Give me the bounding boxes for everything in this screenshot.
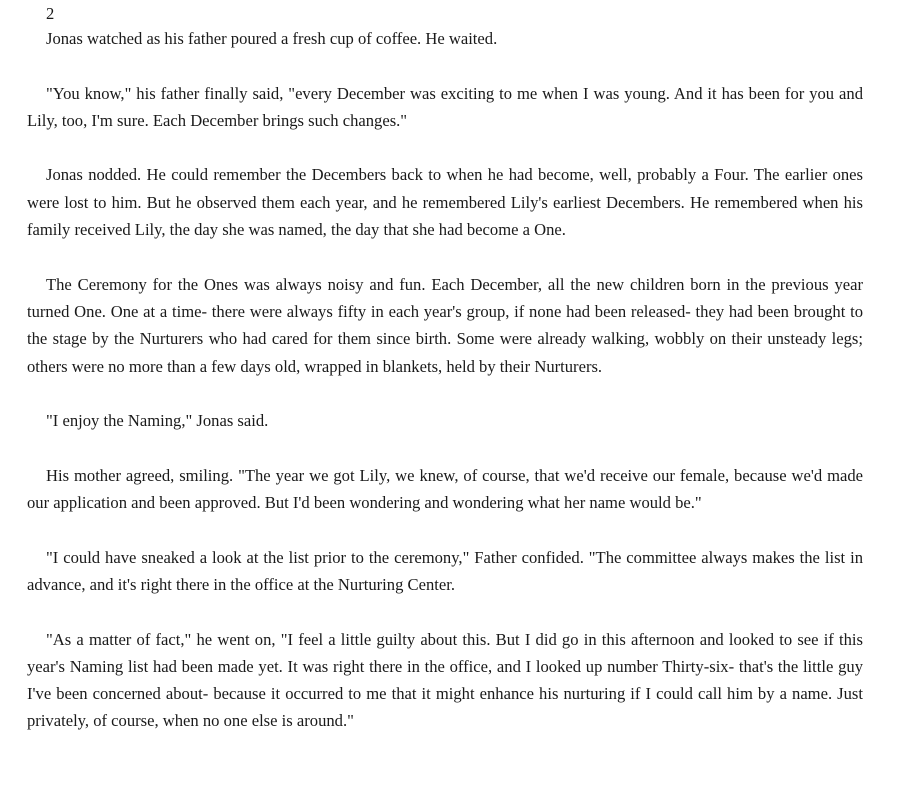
paragraph-2: "You know," his father finally said, "every December was exciting to me when I was young. And it has been for you and Lily, too, I'm sure. Each December brings such changes." xyxy=(27,83,863,130)
paragraph-7: "I could have sneaked a look at the list prior to the ceremony," Father confided. "The committee always makes the list in advance, and it's right there in the office at the Nurturing Center. xyxy=(27,547,863,594)
paragraph-4: The Ceremony for the Ones was always noisy and fun. Each December, all the new children born in the previous year turned One. One at a time- there were always fifty in each year's group, if none had been released- they had been brought to the stage by the Nurturers who had cared for them since birth. Some were already walking, wobbly on their unsteady legs; others were no more than a few days old, wrapped in blankets, held by their Nurturers. xyxy=(27,274,863,376)
document-page xyxy=(27,3,863,735)
paragraph-5: "I enjoy the Naming," Jonas said. xyxy=(46,411,269,431)
paragraph-8: "As a matter of fact," he went on, "I feel a little guilty about this. But I did go in this afternoon and looked to see if this year's Naming list had been made yet. It was right there in the office, and I looked up number Thirty-six- that's the little guy I've been concerned about- because it occurred to me that it might enhance his nurturing if I could call him by a name. Just privately, of course, when no one else is around." xyxy=(27,629,863,731)
paragraph-1: Jonas watched as his father poured a fresh cup of coffee. He waited. xyxy=(46,29,498,48)
paragraph-3: Jonas nodded. He could remember the Decembers back to when he had become, well, probably a Four. The earlier ones were lost to him. But he observed them each year, and he remembered Lily's earliest Decembers. He remembered when his family received Lily, the day she was named, the day that she had become a One. xyxy=(27,165,863,240)
page-number: 2 xyxy=(46,4,55,23)
paragraph-6: His mother agreed, smiling. "The year we got Lily, we knew, of course, that we'd receive our female, because we'd made our application and been approved. But I'd been wondering and wondering what her name would be." xyxy=(27,465,863,513)
